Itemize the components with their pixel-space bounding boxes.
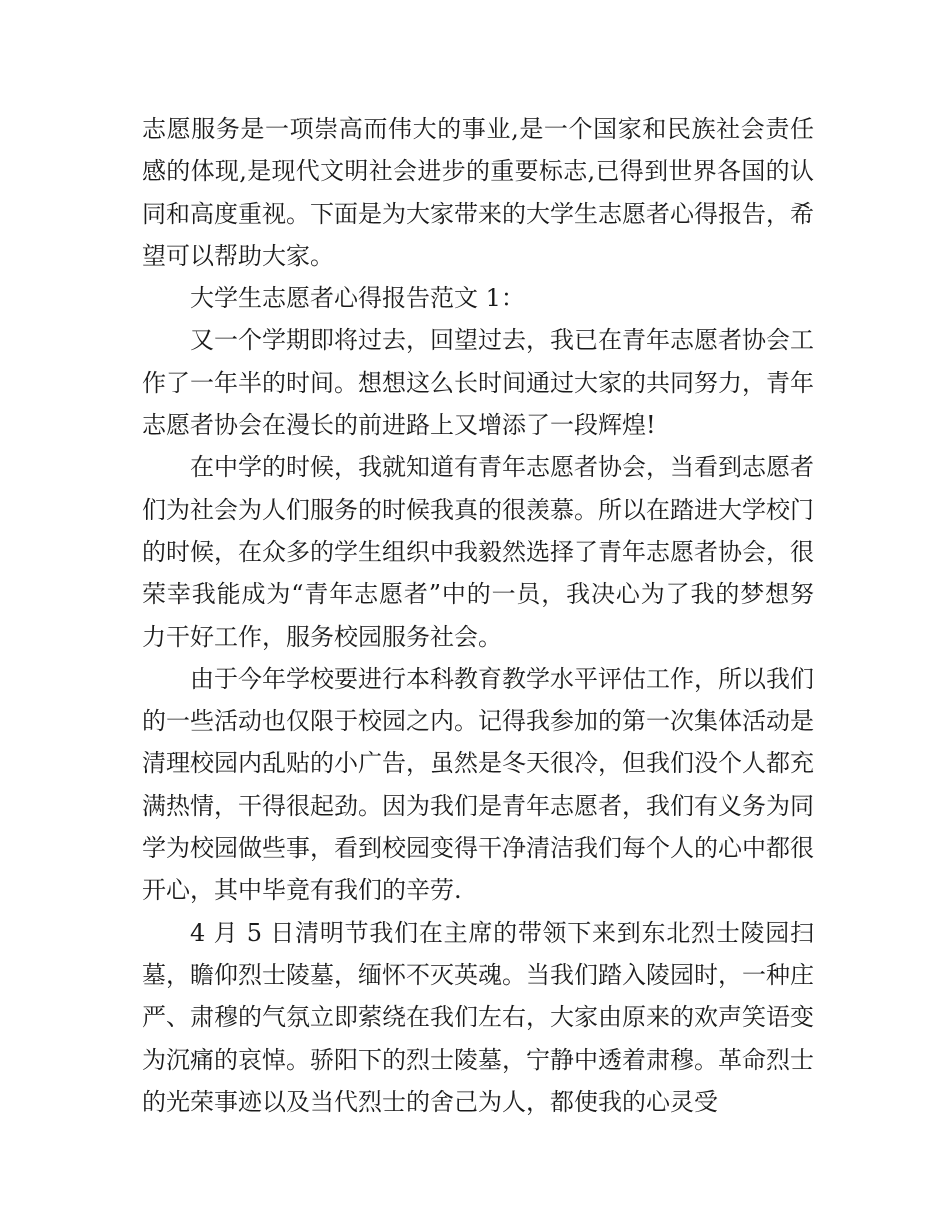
paragraph: 由于今年学校要进行本科教育教学水平评估工作，所以我们的一些活动也仅限于校园之内。记得我参加的第一次集体活动是清理校园内乱贴的小广告，虽然是冬天很冷，但我们没个人都充满热情，干得很起劲。因为我们是青年志愿者，我们有义务为同学为校园做些事，看到校园变得干净清洁我们每个人的心中都很开心，其中毕竟有我们的辛劳.	[142, 664, 814, 905]
paragraph-heading: 大学生志愿者心得报告范文 1：	[190, 284, 525, 313]
paragraph: 4 月 5 日清明节我们在主席的带领下来到东北烈士陵园扫墓，瞻仰烈士陵墓，缅怀不灭英魂。当我们踏入陵园时，一种庄严、肃穆的气氛立即萦绕在我们左右，大家由原来的欢声笑语变为沉痛的哀悼。骄阳下的烈士陵墓，宁静中透着肃穆。革命烈士的光荣事迹以及当代烈士的舍己为人，都使我的心灵受	[142, 918, 814, 1116]
paragraph: 又一个学期即将过去，回望过去，我已在青年志愿者协会工作了一年半的时间。想想这么长时间通过大家的共同努力，青年志愿者协会在漫长的前进路上又增添了一段辉煌!	[142, 326, 814, 440]
document-body	[142, 108, 814, 1123]
paragraph: 在中学的时候，我就知道有青年志愿者协会，当看到志愿者们为社会为人们服务的时候我真的很羡慕。所以在踏进大学校门的时候，在众多的学生组织中我毅然选择了青年志愿者协会，很荣幸我能成为“青年志愿者”中的一员，我决心为了我的梦想努力干好工作，服务校园服务社会。	[142, 453, 814, 651]
paragraph-intro: 志愿服务是一项崇高而伟大的事业,是一个国家和民族社会责任感的体现,是现代文明社会进步的重要标志,已得到世界各国的认同和高度重视。下面是为大家带来的大学生志愿者心得报告，希望可以帮助大家。	[142, 115, 814, 270]
